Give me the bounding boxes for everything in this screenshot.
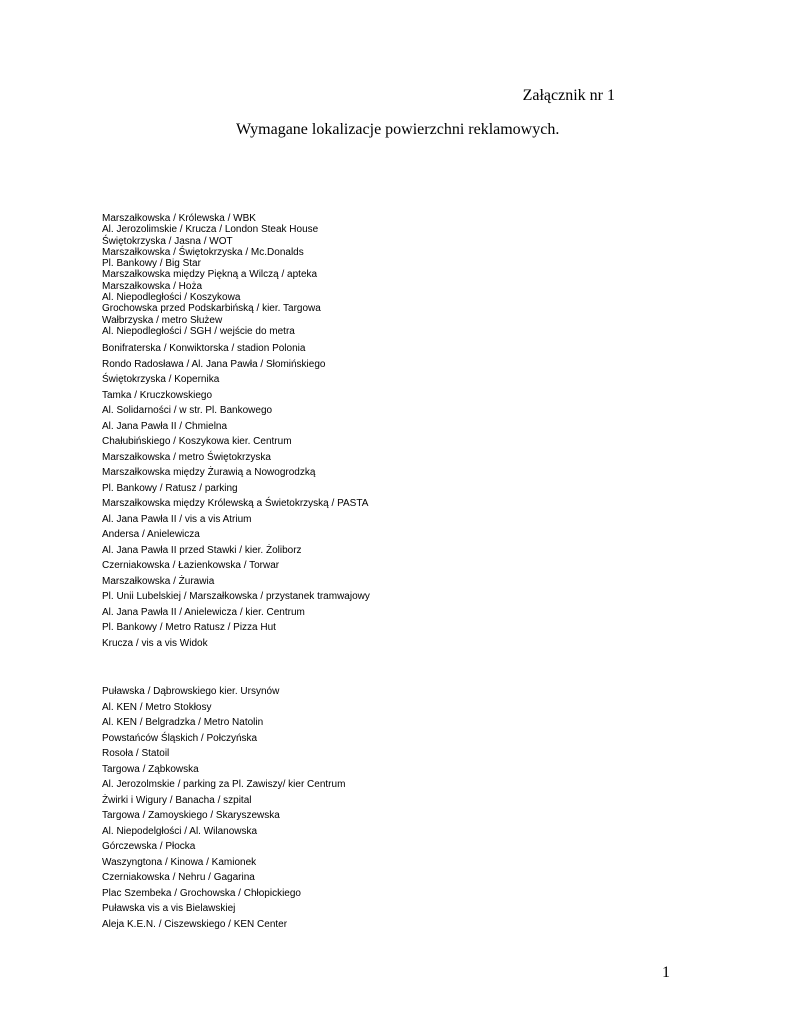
location-item: Powstańców Śląskich / Połczyńska — [102, 732, 258, 744]
location-item: Al. Jana Pawła II / Anielewicza / kier. Centrum — [102, 606, 305, 618]
location-item: Marszałkowska między Królewską a Świetokrzyską / PASTA — [102, 498, 369, 509]
location-item: Al. Jerozolimskie / Krucza / London Steak House — [102, 224, 319, 236]
location-item: Waszyngtona / Kinowa / Kamionek — [102, 856, 257, 868]
location-item: Puławska vis a vis Bielawskiej — [102, 903, 236, 914]
location-item: Marszałkowska / Żurawia — [102, 575, 215, 587]
location-item: Al. KEN / Belgradzka / Metro Natolin — [102, 717, 264, 728]
location-list-group-3 — [102, 684, 345, 932]
location-item: Wałbrzyska / metro Służew — [102, 314, 223, 326]
location-item: Plac Szembeka / Grochowska / Chłopickiego — [102, 887, 301, 899]
location-item: Al. Jana Pawła II / vis a vis Atrium — [102, 513, 252, 525]
location-item: Andersa / Anielewicza — [102, 529, 200, 540]
location-list-group-1 — [102, 213, 321, 337]
location-item: Al. Jana Pawła II przed Stawki / kier. Żoliborz — [102, 544, 302, 556]
page-number: 1 — [662, 964, 670, 981]
document-title: Wymagane lokalizacje powierzchni reklamowych. — [236, 121, 560, 138]
location-item: Marszałkowska / metro Świętokrzyska — [102, 451, 271, 463]
location-item: Świętokrzyska / Jasna / WOT — [102, 235, 233, 247]
location-item: Pl. Unii Lubelskiej / Marszałkowska / przystanek tramwajowy — [102, 591, 370, 602]
location-item: Marszałkowska między Żurawią a Nowogrodzką — [102, 467, 316, 478]
location-item: Al. Solidarności / w str. Pl. Bankowego — [102, 405, 273, 416]
location-item: Tamka / Kruczkowskiego — [102, 389, 213, 401]
location-item: Pl. Bankowy / Metro Ratusz / Pizza Hut — [102, 622, 276, 633]
location-item: Marszałkowska / Hoża — [102, 280, 203, 292]
location-item: Al. Niepodległości / SGH / wejście do metra — [102, 325, 295, 337]
location-item: Marszałkowska między Piękną a Wilczą / apteka — [102, 269, 318, 281]
location-item: Rosoła / Statoil — [102, 748, 170, 759]
location-item: Al. Jerozolmskie / parking za Pl. Zawiszy/ kier Centrum — [102, 779, 346, 790]
location-item: Świętokrzyska / Kopernika — [102, 374, 220, 385]
location-item: Targowa / Zamoyskiego / Skaryszewska — [102, 810, 280, 821]
location-item: Górczewska / Płocka — [102, 841, 196, 852]
location-item: Al. Jana Pawła II / Chmielna — [102, 420, 228, 432]
location-item: Marszałkowska / Królewska / WBK — [102, 213, 256, 224]
location-item: Al. KEN / Metro Stokłosy — [102, 701, 212, 713]
location-item: Czerniakowska / Łazienkowska / Torwar — [102, 560, 280, 571]
location-item: Żwirki i Wigury / Banacha / szpital — [102, 794, 252, 806]
location-item: Pl. Bankowy / Big Star — [102, 258, 201, 270]
location-item: Bonifraterska / Konwiktorska / stadion Polonia — [102, 343, 306, 354]
location-item: Chałubińskiego / Koszykowa kier. Centrum — [102, 436, 292, 447]
attachment-label: Załącznik nr 1 — [522, 87, 615, 104]
location-item: Rondo Radosława / Al. Jana Pawła / Słomińskiego — [102, 358, 326, 370]
location-item: Czerniakowska / Nehru / Gagarina — [102, 872, 255, 883]
location-item: Puławska / Dąbrowskiego kier. Ursynów — [102, 686, 280, 697]
location-item: Targowa / Ząbkowska — [102, 763, 199, 775]
location-item: Krucza / vis a vis Widok — [102, 637, 208, 649]
location-item: Al. Niepodelgłości / Al. Wilanowska — [102, 825, 258, 837]
location-list-group-2 — [102, 341, 370, 651]
location-item: Aleja K.E.N. / Ciszewskiego / KEN Center — [102, 918, 288, 930]
location-item: Marszałkowska / Świętokrzyska / Mc.Donalds — [102, 246, 304, 258]
location-item: Grochowska przed Podskarbińską / kier. Targowa — [102, 303, 321, 315]
location-item: Pl. Bankowy / Ratusz / parking — [102, 482, 238, 494]
location-item: Al. Niepodległości / Koszykowa — [102, 292, 241, 304]
